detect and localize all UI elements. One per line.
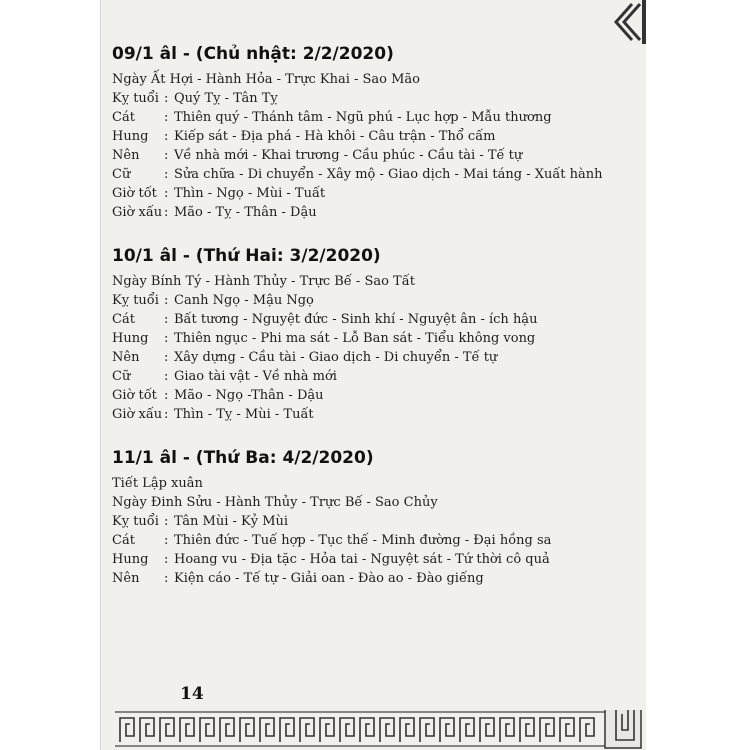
row-separator: :: [164, 110, 169, 125]
row-label: Giờ xấu: [112, 205, 163, 220]
row-label: Hung: [112, 129, 149, 144]
row-label: Kỵ tuổi: [112, 514, 159, 529]
row-label: Nên: [112, 148, 140, 163]
row-value: Mão - Ngọ -Thân - Dậu: [174, 388, 324, 403]
row-separator: :: [164, 167, 169, 182]
info-row: [112, 203, 632, 222]
solar-term: Tiết Lập xuân: [112, 476, 203, 491]
row-label: Cát: [112, 110, 135, 125]
info-row: [112, 405, 632, 424]
row-separator: :: [164, 129, 169, 144]
row-value: Quý Tỵ - Tân Tỵ: [174, 91, 278, 106]
info-row: [112, 550, 632, 569]
row-label: Giờ tốt: [112, 186, 157, 201]
row-value: Mão - Tỵ - Thân - Dậu: [174, 205, 317, 220]
row-value: Xây dựng - Cầu tài - Giao dịch - Di chuyển - Tế tự: [174, 350, 498, 365]
info-row: [112, 127, 632, 146]
info-row: [112, 184, 632, 203]
row-value: Kiếp sát - Địa phá - Hà khôi - Câu trận - Thổ cấm: [174, 129, 496, 144]
row-value: Thìn - Ngọ - Mùi - Tuất: [174, 186, 326, 201]
row-value: Thìn - Tỵ - Mùi - Tuất: [174, 407, 314, 422]
day-intro: Ngày Ất Hợi - Hành Hỏa - Trực Khai - Sao Mão: [112, 72, 421, 87]
info-row: [112, 146, 632, 165]
info-row: [112, 165, 632, 184]
day-entry: [112, 246, 632, 424]
info-row: [112, 386, 632, 405]
row-value: Sửa chữa - Di chuyển - Xây mộ - Giao dịch - Mai táng - Xuất hành: [174, 167, 603, 182]
info-row: [112, 348, 632, 367]
row-label: Nên: [112, 571, 140, 586]
day-intro: Ngày Bính Tý - Hành Thủy - Trực Bế - Sao Tất: [112, 274, 415, 289]
row-separator: :: [164, 91, 169, 106]
page-footer: [100, 680, 645, 750]
corner-ornament-icon: [602, 0, 646, 44]
row-separator: :: [164, 293, 169, 308]
info-row: [112, 531, 632, 550]
row-value: Thiên ngục - Phi ma sát - Lỗ Ban sát - Tiểu không vong: [174, 331, 536, 346]
row-separator: :: [164, 205, 169, 220]
info-row: [112, 512, 632, 531]
row-value: Giao tài vật - Về nhà mới: [174, 369, 337, 384]
row-label: Cữ: [112, 369, 131, 384]
row-value: Về nhà mới - Khai trương - Cầu phúc - Cầu tài - Tế tự: [174, 148, 523, 163]
info-row: [112, 329, 632, 348]
row-value: Hoang vu - Địa tặc - Hỏa tai - Nguyệt sát - Tứ thời cô quả: [174, 552, 550, 567]
row-label: Giờ xấu: [112, 407, 163, 422]
calendar-content: [112, 44, 632, 612]
info-row: [112, 291, 632, 310]
info-row: [112, 310, 632, 329]
row-label: Cát: [112, 312, 135, 327]
row-separator: :: [164, 552, 169, 567]
row-label: Hung: [112, 552, 149, 567]
info-row: [112, 367, 632, 386]
row-separator: :: [164, 533, 169, 548]
day-entry: [112, 448, 632, 588]
row-separator: :: [164, 148, 169, 163]
row-value: Tân Mùi - Kỷ Mùi: [174, 514, 289, 529]
row-separator: :: [164, 369, 169, 384]
row-value: Bất tương - Nguyệt đức - Sinh khí - Nguyệt ân - ích hậu: [174, 312, 538, 327]
row-separator: :: [164, 186, 169, 201]
info-row: [112, 569, 632, 588]
day-title: 10/1 âl - (Thứ Hai: 3/2/2020): [112, 246, 381, 266]
row-separator: :: [164, 331, 169, 346]
row-separator: :: [164, 388, 169, 403]
greek-key-border-icon: [100, 710, 645, 750]
row-label: Cát: [112, 533, 135, 548]
page-number: 14: [180, 684, 204, 704]
row-value: Kiện cáo - Tế tự - Giải oan - Đào ao - Đào giếng: [174, 571, 484, 586]
row-separator: :: [164, 350, 169, 365]
day-intro: Ngày Đinh Sửu - Hành Thủy - Trực Bế - Sao Chủy: [112, 495, 438, 510]
row-label: Giờ tốt: [112, 388, 157, 403]
row-value: Canh Ngọ - Mậu Ngọ: [174, 293, 314, 308]
row-separator: :: [164, 571, 169, 586]
row-label: Kỵ tuổi: [112, 293, 159, 308]
info-row: [112, 108, 632, 127]
day-title: 11/1 âl - (Thứ Ba: 4/2/2020): [112, 448, 374, 468]
row-label: Nên: [112, 350, 140, 365]
row-value: Thiên đức - Tuế hợp - Tục thế - Minh đường - Đại hồng sa: [174, 533, 552, 548]
row-separator: :: [164, 312, 169, 327]
row-label: Hung: [112, 331, 149, 346]
row-value: Thiên quý - Thánh tâm - Ngũ phú - Lục hợp - Mẫu thương: [174, 110, 552, 125]
row-label: Cữ: [112, 167, 131, 182]
day-entry: [112, 44, 632, 222]
info-row: [112, 89, 632, 108]
row-separator: :: [164, 407, 169, 422]
day-title: 09/1 âl - (Chủ nhật: 2/2/2020): [112, 44, 394, 64]
row-separator: :: [164, 514, 169, 529]
row-label: Kỵ tuổi: [112, 91, 159, 106]
